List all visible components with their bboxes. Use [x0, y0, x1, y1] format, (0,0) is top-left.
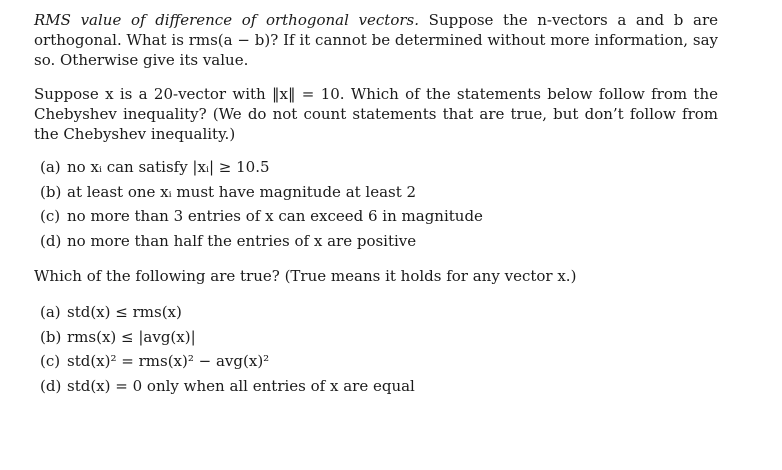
item-label: (a)	[40, 158, 61, 176]
item-label: (d)	[40, 376, 62, 395]
list-item	[40, 182, 483, 207]
list-item	[40, 206, 483, 231]
chebyshev-intro: Suppose x is a 20-vector with ‖x‖ = 10. Which of the statements below follow from the Chebyshev inequality? (We do not count statements that are true, but don’t follow from the Chebyshev inequality.)	[34, 85, 718, 143]
item-text: no more than half the entries of x are positive	[67, 231, 417, 250]
item-label: (c)	[40, 207, 61, 225]
item-label: (b)	[40, 182, 62, 201]
problem-body: Suppose the n-vectors a and b are orthogonal. What is rms(a − b)? If it cannot be determined without more information, say so. Otherwise give its value.	[34, 11, 718, 69]
item-label: (c)	[40, 352, 61, 370]
item-text: no xᵢ can satisfy |xᵢ| ≥ 10.5	[67, 158, 270, 176]
chebyshev-list	[40, 157, 483, 255]
list-item	[40, 376, 415, 401]
item-label: (d)	[40, 231, 62, 250]
item-text: std(x) ≤ rms(x)	[67, 303, 182, 321]
item-text: at least one xᵢ must have magnitude at least 2	[67, 182, 417, 201]
item-label: (b)	[40, 327, 62, 346]
item-text: no more than 3 entries of x can exceed 6 in magnitude	[67, 207, 483, 225]
item-label: (a)	[40, 303, 61, 321]
list-item	[40, 327, 415, 352]
item-text: std(x)² = rms(x)² − avg(x)²	[67, 352, 270, 370]
item-text: rms(x) ≤ |avg(x)|	[67, 327, 196, 346]
item-text: std(x) = 0 only when all entries of x are equal	[67, 376, 415, 395]
truefalse-list	[40, 302, 415, 400]
problem-paragraph	[34, 10, 718, 70]
list-item	[40, 351, 415, 376]
problem-title: RMS value of difference of orthogonal vectors.	[34, 11, 420, 29]
list-item	[40, 231, 483, 256]
list-item	[40, 157, 483, 182]
list-item	[40, 302, 415, 327]
truefalse-intro: Which of the following are true? (True means it holds for any vector x.)	[34, 267, 577, 285]
